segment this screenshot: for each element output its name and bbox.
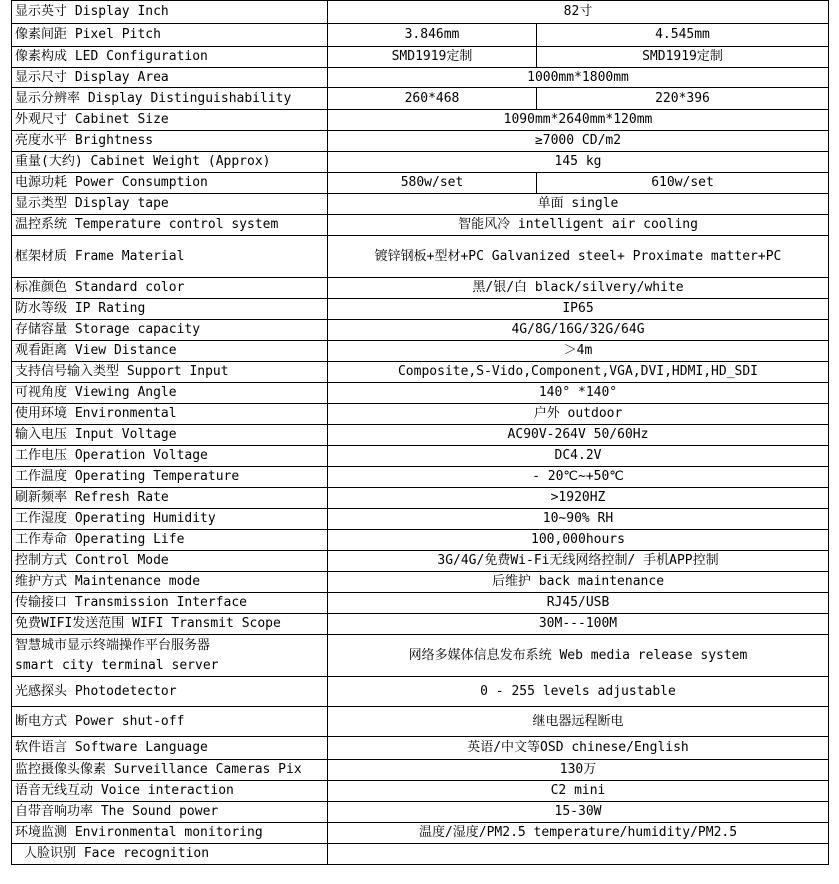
spec-label-line-1: 智慧城市显示终端操作平台服务器 xyxy=(15,637,211,653)
spec-value: 0 - 255 levels adjustable xyxy=(328,677,829,707)
spec-label: 使用环境 Environmental xyxy=(12,404,328,425)
spec-value: 130万 xyxy=(328,760,829,781)
spec-row xyxy=(12,707,829,737)
spec-label: 支持信号输入类型 Support Input xyxy=(12,362,328,383)
spec-value: RJ45/USB xyxy=(328,593,829,614)
spec-value: DC4.2V xyxy=(328,446,829,467)
spec-value: AC90V-264V 50/60Hz xyxy=(328,425,829,446)
spec-label: 监控摄像头像素 Surveillance Cameras Pix xyxy=(12,760,328,781)
spec-label: 观看距离 View Distance xyxy=(12,341,328,362)
spec-row xyxy=(12,781,829,802)
spec-value: 220*396 xyxy=(537,88,829,110)
spec-value: ＞4m xyxy=(328,341,829,362)
spec-row xyxy=(12,802,829,823)
spec-value: Composite,S-Vido,Component,VGA,DVI,HDMI,HD_SDI xyxy=(328,362,829,383)
spec-table-body xyxy=(12,1,829,865)
spec-row xyxy=(12,488,829,509)
spec-label: 光感探头 Photodetector xyxy=(12,677,328,707)
spec-value: 户外 outdoor xyxy=(328,404,829,425)
spec-label: 显示尺寸 Display Area xyxy=(12,68,328,88)
spec-label: 框架材质 Frame Material xyxy=(12,236,328,278)
spec-row xyxy=(12,320,829,341)
spec-label: 亮度水平 Brightness xyxy=(12,131,328,152)
spec-label: 语音无线互动 Voice interaction xyxy=(12,781,328,802)
spec-row xyxy=(12,404,829,425)
spec-value: 温度/湿度/PM2.5 temperature/humidity/PM2.5 xyxy=(328,823,829,844)
spec-value: 30M---100M xyxy=(328,614,829,635)
spec-row xyxy=(12,635,829,677)
spec-row xyxy=(12,509,829,530)
spec-row xyxy=(12,425,829,446)
spec-label: 控制方式 Control Mode xyxy=(12,551,328,572)
spec-value: 黑/银/白 black/silvery/white xyxy=(328,278,829,299)
spec-row xyxy=(12,68,829,88)
spec-value: 英语/中文等OSD chinese/English xyxy=(328,737,829,760)
spec-value: C2 mini xyxy=(328,781,829,802)
spec-value: SMD1919定制 xyxy=(328,47,537,68)
spec-row xyxy=(12,152,829,173)
spec-value: 4.545mm xyxy=(537,24,829,47)
spec-value: 1000mm*1800mm xyxy=(328,68,829,88)
spec-label: 标准颜色 Standard color xyxy=(12,278,328,299)
spec-row xyxy=(12,383,829,404)
spec-row xyxy=(12,446,829,467)
spec-label: 刷新频率 Refresh Rate xyxy=(12,488,328,509)
spec-value: 3.846mm xyxy=(328,24,537,47)
spec-label: 温控系统 Temperature control system xyxy=(12,215,328,236)
spec-label: 像素间距 Pixel Pitch xyxy=(12,24,328,47)
spec-row xyxy=(12,194,829,215)
spec-label: 工作电压 Operation Voltage xyxy=(12,446,328,467)
spec-row xyxy=(12,614,829,635)
spec-label: 输入电压 Input Voltage xyxy=(12,425,328,446)
spec-row xyxy=(12,593,829,614)
spec-row xyxy=(12,551,829,572)
spec-value: 100,000hours xyxy=(328,530,829,551)
spec-label: 存储容量 Storage capacity xyxy=(12,320,328,341)
spec-value: 后维护 back maintenance xyxy=(328,572,829,593)
spec-label: 显示英寸 Display Inch xyxy=(12,1,328,24)
spec-row xyxy=(12,110,829,131)
spec-value: 智能风冷 intelligent air cooling xyxy=(328,215,829,236)
spec-label: 显示分辨率 Display Distinguishability xyxy=(12,88,328,110)
spec-row xyxy=(12,341,829,362)
spec-value: 单面 single xyxy=(328,194,829,215)
spec-row xyxy=(12,572,829,593)
spec-label: 防水等级 IP Rating xyxy=(12,299,328,320)
spec-value: 1090mm*2640mm*120mm xyxy=(328,110,829,131)
spec-label: 人脸识别 Face recognition xyxy=(12,844,328,865)
spec-row xyxy=(12,530,829,551)
spec-label: 像素构成 LED Configuration xyxy=(12,47,328,68)
spec-row xyxy=(12,131,829,152)
spec-row xyxy=(12,362,829,383)
spec-value: 580w/set xyxy=(328,173,537,194)
spec-value: 4G/8G/16G/32G/64G xyxy=(328,320,829,341)
spec-value: IP65 xyxy=(328,299,829,320)
spec-row xyxy=(12,844,829,865)
spec-row xyxy=(12,236,829,278)
spec-value: 610w/set xyxy=(537,173,829,194)
spec-value: 继电器远程断电 xyxy=(328,707,829,737)
spec-value xyxy=(328,844,829,865)
spec-value: 10~90% RH xyxy=(328,509,829,530)
spec-row xyxy=(12,299,829,320)
spec-row xyxy=(12,88,829,110)
spec-label: 显示类型 Display tape xyxy=(12,194,328,215)
spec-row xyxy=(12,677,829,707)
spec-label: 电源功耗 Power Consumption xyxy=(12,173,328,194)
spec-label: 工作温度 Operating Temperature xyxy=(12,467,328,488)
spec-label: 软件语言 Software Language xyxy=(12,737,328,760)
spec-row xyxy=(12,760,829,781)
spec-row xyxy=(12,173,829,194)
spec-label: 免费WIFI发送范围 WIFI Transmit Scope xyxy=(12,614,328,635)
spec-row xyxy=(12,278,829,299)
spec-label: 工作湿度 Operating Humidity xyxy=(12,509,328,530)
spec-label: 维护方式 Maintenance mode xyxy=(12,572,328,593)
spec-label: 重量(大约) Cabinet Weight (Approx) xyxy=(12,152,328,173)
spec-row xyxy=(12,47,829,68)
spec-row xyxy=(12,737,829,760)
spec-row xyxy=(12,215,829,236)
spec-label: 可视角度 Viewing Angle xyxy=(12,383,328,404)
spec-value: 82寸 xyxy=(328,1,829,24)
spec-value: SMD1919定制 xyxy=(537,47,829,68)
spec-row xyxy=(12,1,829,24)
spec-label: 断电方式 Power shut-off xyxy=(12,707,328,737)
spec-value: 3G/4G/免费Wi-Fi无线网络控制/ 手机APP控制 xyxy=(328,551,829,572)
spec-label-line-2: smart city terminal server xyxy=(15,657,219,673)
spec-value: >1920HZ xyxy=(328,488,829,509)
spec-row xyxy=(12,24,829,47)
spec-label: 自带音响功率 The Sound power xyxy=(12,802,328,823)
spec-value: 145 kg xyxy=(328,152,829,173)
spec-value: 140° *140° xyxy=(328,383,829,404)
spec-row xyxy=(12,467,829,488)
spec-table xyxy=(11,0,829,865)
spec-label: 传输接口 Transmission Interface xyxy=(12,593,328,614)
spec-value: 15-30W xyxy=(328,802,829,823)
spec-value: 网络多媒体信息发布系统 Web media release system xyxy=(328,635,829,677)
spec-value: - 20℃~+50℃ xyxy=(328,467,829,488)
spec-label xyxy=(12,635,328,677)
spec-label: 工作寿命 Operating Life xyxy=(12,530,328,551)
spec-value: ≥7000 CD/m2 xyxy=(328,131,829,152)
spec-value: 260*468 xyxy=(328,88,537,110)
spec-row xyxy=(12,823,829,844)
spec-value: 镀锌钢板+型材+PC Galvanized steel+ Proximate matter+PC xyxy=(328,236,829,278)
spec-label: 外观尺寸 Cabinet Size xyxy=(12,110,328,131)
spec-label: 环境监测 Environmental monitoring xyxy=(12,823,328,844)
